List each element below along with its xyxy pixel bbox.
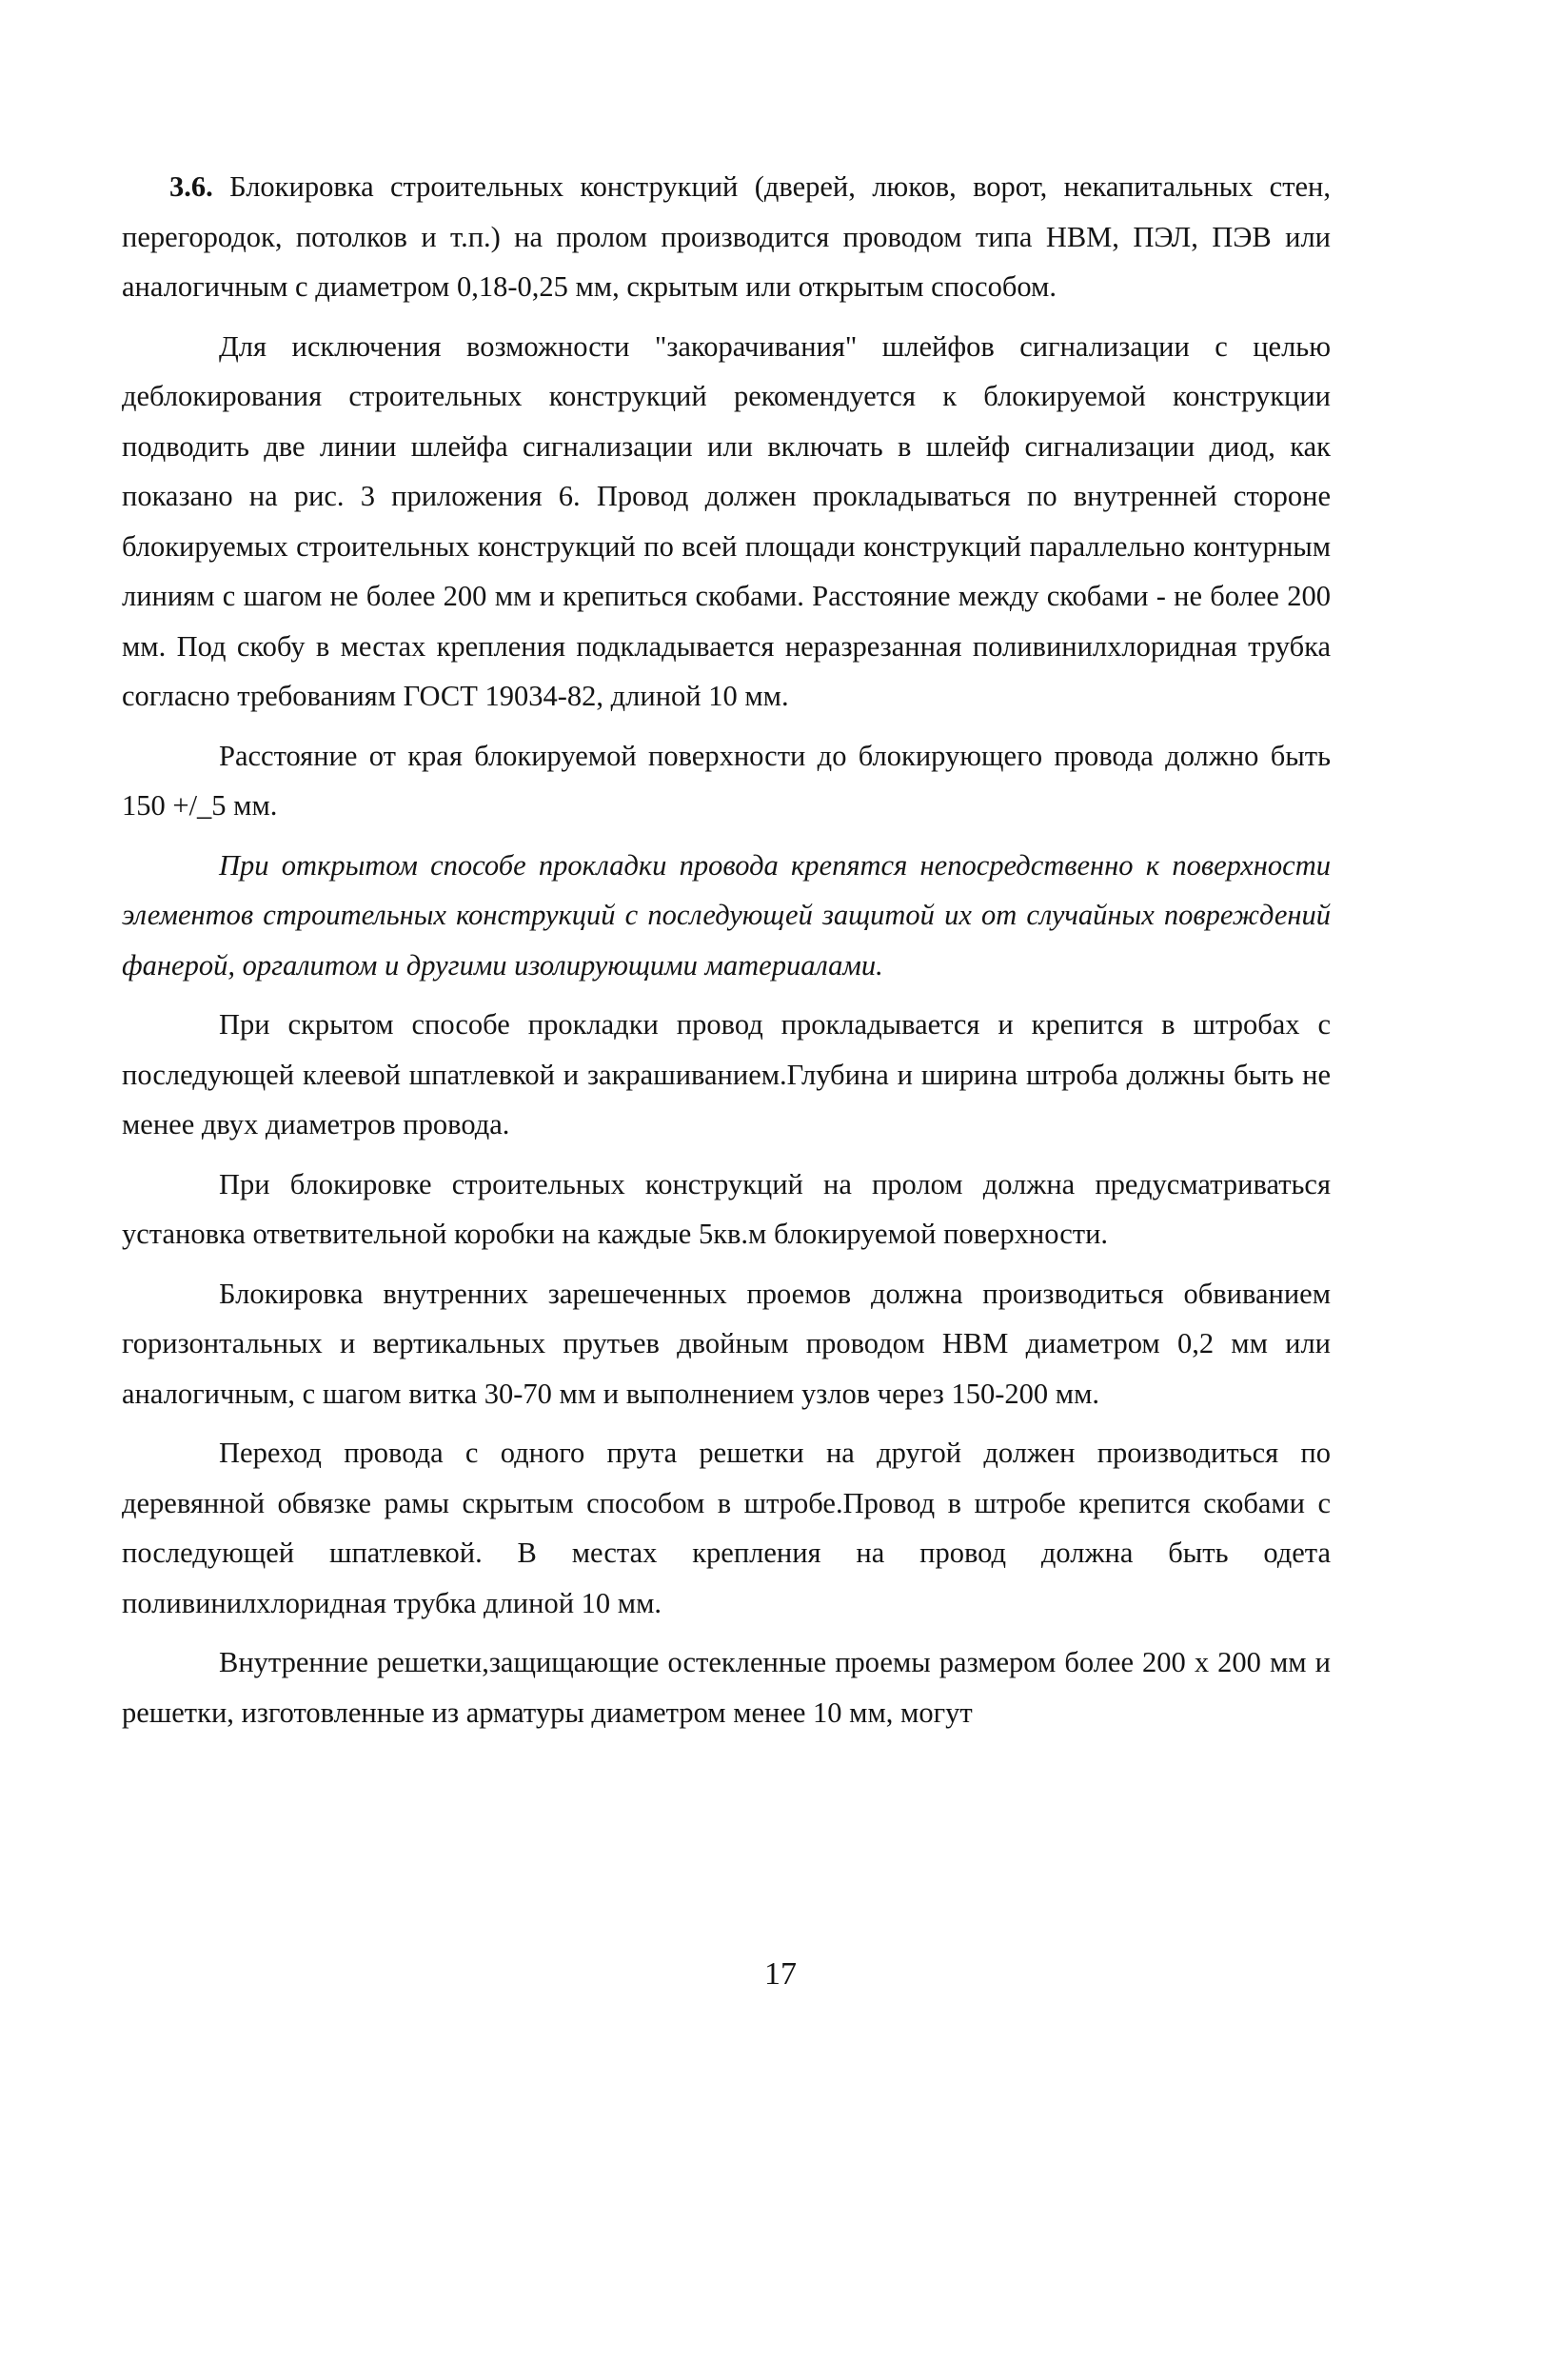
paragraph-3-6 <box>122 162 1331 312</box>
paragraph-text: Блокировка строительных конструкций (дверей, люков, ворот, некапитальных стен, перегородок, потолков и т.п.) на пролом производится проводом типа НВМ, ПЭЛ, ПЭВ или аналогичным с диаметром 0,18-0,25 мм, скрытым или открытым способом. <box>122 170 1332 303</box>
paragraph-hidden-method: При скрытом способе прокладки провод прокладывается и крепится в штробах с последующей клеевой шпатлевкой и закрашиванием.Глубина и ширина штроба должны быть не менее двух диаметров провода. <box>122 1008 1331 1140</box>
section-number: 3.6. <box>169 170 213 203</box>
paragraph-wire-transition: Переход провода с одного прута решетки на другой должен производиться по деревянной обвязке рамы скрытым способом в штробе.Провод в штробе крепится скобами с последующей шпатлевкой. В местах крепления на провод должна быть одета поливинилхлоридная трубка длиной 10 мм. <box>122 1437 1331 1619</box>
paragraph-edge-distance: Расстояние от края блокируемой поверхности до блокирующего провода должно быть 150 +/_5 мм. <box>122 739 1331 822</box>
paragraph-grille-blocking: Блокировка внутренних зарешеченных проемов должна производиться обвиванием горизонтальных и вертикальных прутьев двойным проводом НВМ диаметром 0,2 мм или аналогичным, с шагом витка 30-70 мм и выполнением узлов через 150-200 мм. <box>122 1277 1331 1410</box>
paragraph-inner-grilles: Внутренние решетки,защищающие остекленные проемы размером более 200 х 200 мм и решетки, изготовленные из арматуры диаметром менее 10 мм, могут <box>122 1646 1331 1729</box>
paragraph-loop-protection: Для исключения возможности "закорачивания" шлейфов сигнализации с целью деблокирования строительных конструкций рекомендуется к блокируемой конструкции подводить две линии шлейфа сигнализации или включать в шлейф сигнализации диод, как показано на рис. 3 приложения 6. Провод должен прокладываться по внутренней стороне блокируемых строительных конструкций по всей площади конструкций параллельно контурным линиям с шагом не более 200 мм и крепиться скобами. Расстояние между скобами - не более 200 мм. Под скобу в местах крепления подкладывается неразрезанная поливинилхлоридная трубка согласно требованиям ГОСТ 19034-82, длиной 10 мм. <box>122 329 1331 712</box>
page-number: 17 <box>764 1956 797 1992</box>
paragraph-open-method: При открытом способе прокладки провода крепятся непосредственно к поверхности элементов строительных конструкций с последующей защитой их от случайных повреждений фанерой, оргалитом и другими изолирующими материалами. <box>122 848 1331 982</box>
document-body <box>122 162 1331 1747</box>
paragraph-junction-box: При блокировке строительных конструкций на пролом должна предусматриваться установка ответвительной коробки на каждые 5кв.м блокируемой поверхности. <box>122 1167 1331 1250</box>
